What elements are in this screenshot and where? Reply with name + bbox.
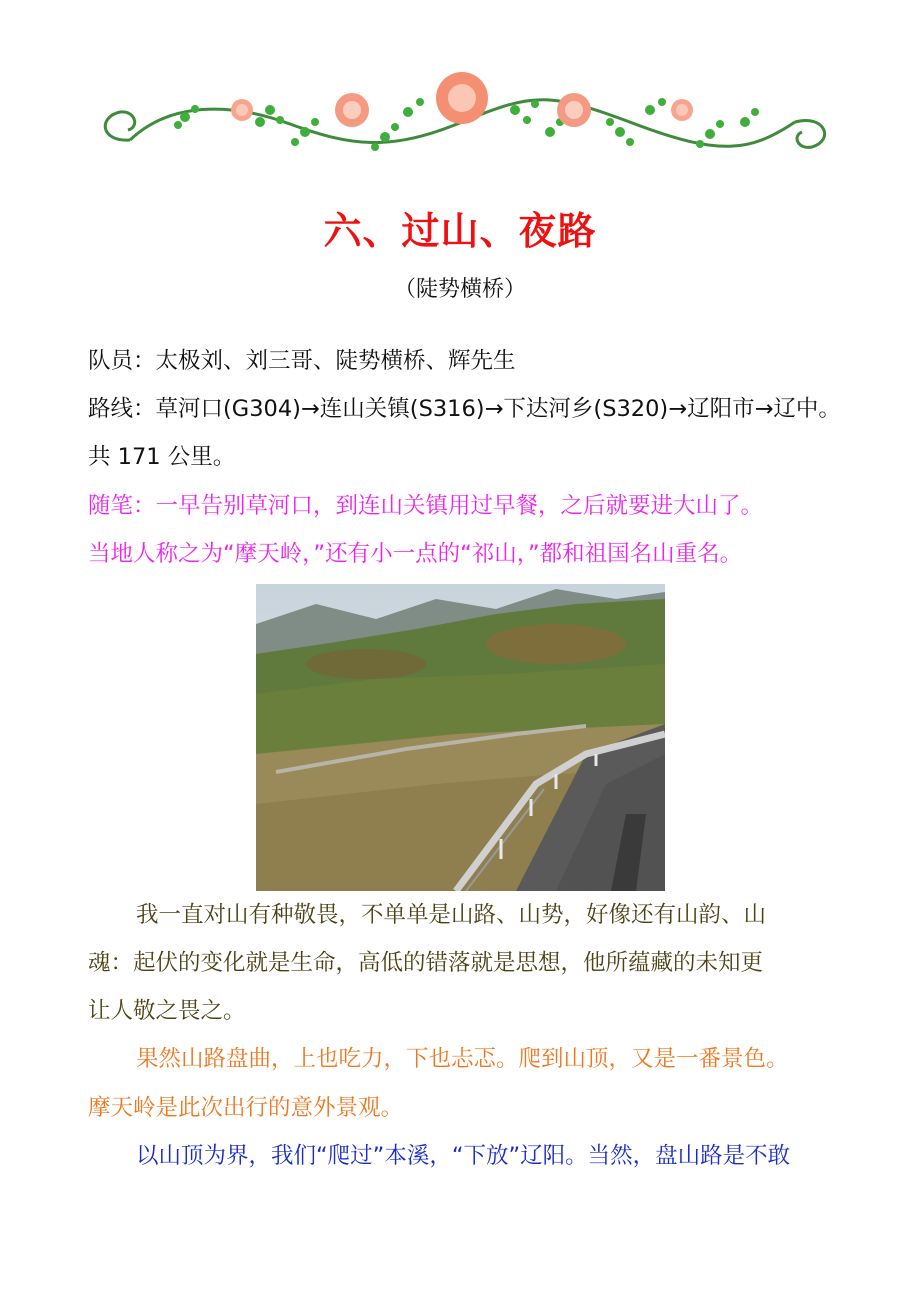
route-line-2: 共 171 公里。 [88,444,236,470]
paragraph1-line-1: 我一直对山有种敬畏，不单单是山路、山势，好像还有山韵、山 [136,902,767,928]
paragraph2-line-2: 摩天岭是此次出行的意外景观。 [88,1095,404,1121]
flower-vine-ornament-icon [90,62,835,170]
note-line-1: 随笔：一早告别草河口，到连山关镇用过早餐，之后就要进大山了。 [88,493,764,519]
members-line: 队员：太极刘、刘三哥、陡势横桥、辉先生 [88,348,516,374]
paragraph1-line-2: 魂：起伏的变化就是生命，高低的错落就是思想，他所蕴藏的未知更 [88,950,764,976]
paragraph2-line-1: 果然山路盘曲，上也吃力，下也忐忑。爬到山顶，又是一番景色。 [136,1046,789,1072]
note-line-2: 当地人称之为“摩天岭，”还有小一点的“祁山，”都和祖国名山重名。 [88,541,743,567]
mountain-road-photo [256,584,665,891]
paragraph1-line-3: 让人敬之畏之。 [88,998,246,1024]
author-line: （陡势横桥） [393,277,526,302]
route-line-1: 路线：草河口(G304)→连山关镇(S316)→下达河乡(S320)→辽阳市→辽中。 [88,396,841,422]
page-title: 六、过山、夜路 [323,209,597,253]
paragraph3-line-1: 以山顶为界，我们“爬过”本溪，“下放”辽阳。当然，盘山路是不敢 [136,1143,791,1169]
